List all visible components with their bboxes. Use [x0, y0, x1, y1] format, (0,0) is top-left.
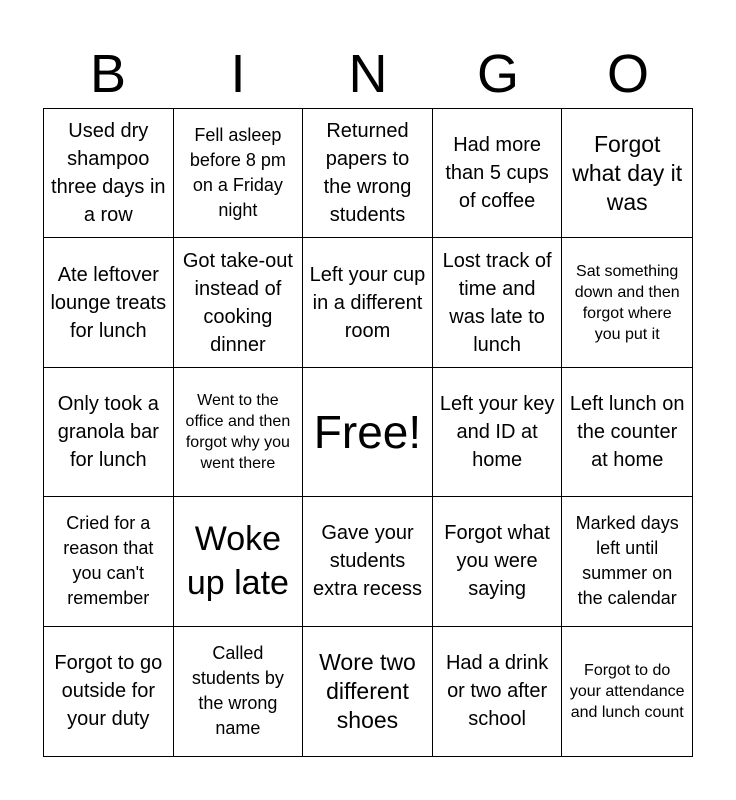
bingo-cell: [303, 109, 433, 238]
cell-text: Forgot what you were saying: [444, 522, 550, 601]
cell-text: Had more than 5 cups of coffee: [445, 134, 549, 213]
cell-text: Marked days left until summer on the calendar: [575, 513, 679, 609]
bingo-cell: [433, 238, 563, 367]
cell-text: Lost track of time and was late to lunch: [442, 249, 552, 356]
cell-text: Returned papers to the wrong students: [323, 120, 412, 227]
cell-text: Gave your students extra recess: [313, 522, 422, 601]
cell-text: Cried for a reason that you can't remember: [63, 513, 154, 609]
bingo-cell: [562, 497, 692, 626]
bingo-cell: [433, 497, 563, 626]
cell-text: Forgot to do your attendance and lunch count: [569, 661, 685, 721]
header-letter-g: G: [476, 44, 519, 104]
cell-text: Used dry shampoo three days in a row: [51, 120, 166, 227]
bingo-cell: [303, 238, 433, 367]
cell-text: Sat something down and then forgot where you put it: [574, 262, 680, 343]
cell-text: Only took a granola bar for lunch: [57, 392, 159, 471]
header-letter-b: B: [89, 44, 127, 104]
cell-text: Called students by the wrong name: [191, 643, 284, 739]
bingo-cell: [562, 627, 692, 756]
cell-text: Had a drink or two after school: [445, 652, 549, 731]
cell-text: Left your cup in a different room: [309, 263, 426, 342]
bingo-cell: [44, 109, 174, 238]
bingo-cell: [44, 368, 174, 497]
cell-text: Got take-out instead of cooking dinner: [182, 249, 293, 356]
cell-text: Forgot to go outside for your duty: [54, 652, 163, 731]
bingo-cell: [303, 497, 433, 626]
bingo-cell: [44, 627, 174, 756]
cell-text: Left lunch on the counter at home: [569, 392, 685, 471]
bingo-cell: [433, 109, 563, 238]
cell-text: Ate leftover lounge treats for lunch: [50, 263, 167, 342]
bingo-board: [43, 108, 693, 757]
bingo-cell: [174, 627, 304, 756]
bingo-cell: [44, 497, 174, 626]
cell-text: Went to the office and then forgot why you went there: [185, 391, 291, 472]
bingo-cell: [433, 368, 563, 497]
cell-text: Fell asleep before 8 pm on a Friday night: [189, 125, 286, 221]
bingo-cell: [562, 238, 692, 367]
cell-text: Free!: [313, 405, 422, 458]
bingo-header: [43, 40, 693, 108]
bingo-cell: [174, 497, 304, 626]
header-letter-n: N: [348, 44, 388, 104]
bingo-cell: [174, 238, 304, 367]
cell-text: Wore two different shoes: [319, 648, 416, 733]
bingo-cell: [562, 368, 692, 497]
bingo-cell: [433, 627, 563, 756]
bingo-cell: [303, 627, 433, 756]
bingo-cell: [44, 238, 174, 367]
cell-text: Left your key and ID at home: [439, 392, 555, 471]
cell-text: Woke up late: [186, 520, 289, 603]
header-letter-i: I: [230, 44, 246, 104]
bingo-cell: [174, 109, 304, 238]
bingo-cell: [174, 368, 304, 497]
header-letter-o: O: [606, 44, 649, 104]
cell-text: Forgot what day it was: [572, 130, 683, 215]
bingo-cell: [562, 109, 692, 238]
free-space-cell: [303, 368, 433, 497]
